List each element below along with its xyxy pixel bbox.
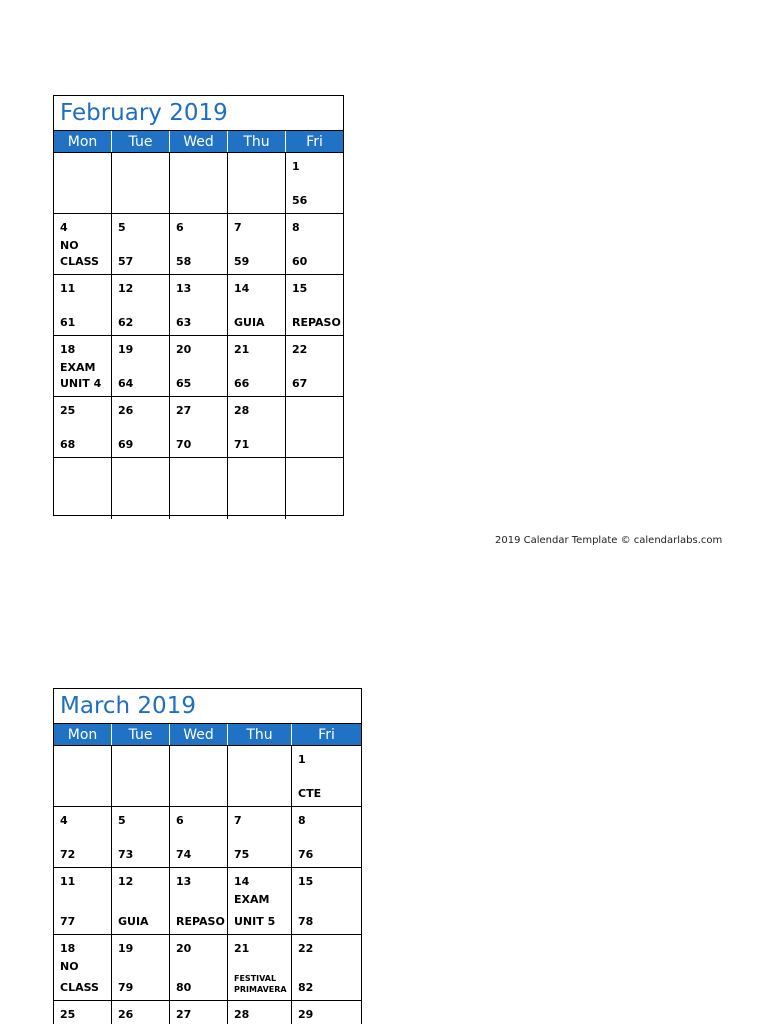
day-entry: 56 <box>292 194 308 207</box>
day-entry: 76 <box>298 848 314 861</box>
day-cell <box>170 1001 228 1024</box>
day-note: EXAM <box>234 893 270 906</box>
day-entry: 68 <box>60 438 76 451</box>
day-cell <box>112 397 170 457</box>
day-cell <box>170 868 228 934</box>
weekday-wed: Wed <box>170 724 228 745</box>
day-number: 11 <box>60 282 76 295</box>
day-entry: 64 <box>118 377 134 390</box>
day-cell <box>228 935 292 1000</box>
day-entry: 70 <box>176 438 192 451</box>
day-entry: 72 <box>60 848 76 861</box>
day-entry: 66 <box>234 377 250 390</box>
day-cell <box>54 868 112 934</box>
day-number: 13 <box>176 875 192 888</box>
day-cell <box>170 214 228 274</box>
day-entry: CLASS <box>60 255 99 268</box>
day-entry: REPASO <box>292 316 341 329</box>
weekday-tue: Tue <box>112 724 170 745</box>
day-entry: 58 <box>176 255 192 268</box>
day-number: 4 <box>60 814 68 827</box>
day-cell <box>112 275 170 335</box>
week-row <box>54 1001 361 1024</box>
day-entry: 59 <box>234 255 250 268</box>
day-entry: FESTIVAL PRIMAVERA <box>234 974 287 994</box>
day-cell <box>228 336 286 396</box>
day-cell <box>292 807 361 867</box>
weekday-wed: Wed <box>170 131 228 152</box>
day-entry: 62 <box>118 316 134 329</box>
day-note: NO <box>60 239 79 252</box>
day-number: 6 <box>176 221 184 234</box>
day-cell <box>228 1001 292 1024</box>
day-entry: 80 <box>176 981 192 994</box>
day-cell <box>112 807 170 867</box>
day-entry: CTE <box>298 787 322 800</box>
day-cell <box>170 397 228 457</box>
day-entry: 69 <box>118 438 134 451</box>
day-cell <box>54 153 112 213</box>
day-cell <box>286 336 343 396</box>
day-number: 7 <box>234 221 242 234</box>
day-number: 8 <box>298 814 306 827</box>
day-cell <box>228 397 286 457</box>
day-number: 28 <box>234 404 250 417</box>
day-number: 21 <box>234 343 250 356</box>
week-row <box>54 935 361 1001</box>
day-cell <box>228 868 292 934</box>
day-number: 7 <box>234 814 242 827</box>
day-cell <box>228 807 292 867</box>
weekday-header <box>54 131 343 153</box>
day-number: 19 <box>118 343 134 356</box>
day-cell <box>170 458 228 519</box>
day-entry: REPASO <box>176 915 225 928</box>
week-row <box>54 807 361 868</box>
day-cell <box>286 214 343 274</box>
february-calendar <box>53 95 344 516</box>
weekday-header <box>54 724 361 746</box>
week-row <box>54 214 343 275</box>
day-cell <box>228 746 292 806</box>
march-calendar <box>53 688 362 1024</box>
day-number: 19 <box>118 942 134 955</box>
day-cell <box>54 1001 112 1024</box>
day-cell <box>286 458 343 519</box>
day-entry: 61 <box>60 316 76 329</box>
day-cell <box>112 1001 170 1024</box>
week-row <box>54 275 343 336</box>
day-number: 20 <box>176 942 192 955</box>
day-number: 6 <box>176 814 184 827</box>
day-cell <box>54 214 112 274</box>
week-row <box>54 458 343 519</box>
day-cell <box>170 275 228 335</box>
weekday-mon: Mon <box>54 724 112 745</box>
day-number: 21 <box>234 942 250 955</box>
weekday-thu: Thu <box>228 131 286 152</box>
day-cell <box>112 336 170 396</box>
day-note: NO <box>60 960 79 973</box>
calendar-grid <box>54 153 343 519</box>
day-number: 27 <box>176 1008 192 1021</box>
day-cell <box>54 275 112 335</box>
day-cell <box>112 868 170 934</box>
day-entry: 60 <box>292 255 308 268</box>
day-cell <box>228 214 286 274</box>
day-cell <box>228 458 286 519</box>
day-cell <box>170 336 228 396</box>
day-number: 25 <box>60 404 76 417</box>
day-cell <box>286 397 343 457</box>
day-entry: UNIT 4 <box>60 377 102 390</box>
day-entry: 79 <box>118 981 134 994</box>
weekday-tue: Tue <box>112 131 170 152</box>
day-number: 12 <box>118 875 134 888</box>
day-number: 26 <box>118 1008 134 1021</box>
day-number: 25 <box>60 1008 76 1021</box>
day-cell <box>170 153 228 213</box>
day-number: 18 <box>60 942 76 955</box>
day-number: 5 <box>118 221 126 234</box>
day-cell <box>112 214 170 274</box>
calendar-title: February 2019 <box>54 96 343 131</box>
day-number: 12 <box>118 282 134 295</box>
day-entry: 77 <box>60 915 76 928</box>
day-cell <box>292 935 361 1000</box>
day-number: 5 <box>118 814 126 827</box>
week-row <box>54 336 343 397</box>
day-cell <box>228 275 286 335</box>
day-number: 8 <box>292 221 300 234</box>
footer-credit: 2019 Calendar Template © calendarlabs.com <box>495 535 723 546</box>
day-entry: 63 <box>176 316 192 329</box>
day-cell <box>54 336 112 396</box>
day-number: 27 <box>176 404 192 417</box>
day-entry: 74 <box>176 848 192 861</box>
day-number: 20 <box>176 343 192 356</box>
day-cell <box>54 807 112 867</box>
day-entry: 82 <box>298 981 314 994</box>
day-entry: 65 <box>176 377 192 390</box>
day-number: 26 <box>118 404 134 417</box>
weekday-mon: Mon <box>54 131 112 152</box>
day-number: 14 <box>234 875 250 888</box>
day-cell <box>54 397 112 457</box>
day-cell <box>170 746 228 806</box>
day-number: 28 <box>234 1008 250 1021</box>
day-number: 15 <box>292 282 308 295</box>
day-number: 22 <box>292 343 308 356</box>
day-cell <box>292 868 361 934</box>
day-entry: 73 <box>118 848 134 861</box>
day-number: 4 <box>60 221 68 234</box>
weekday-fri: Fri <box>318 727 335 743</box>
week-row <box>54 153 343 214</box>
day-entry: 57 <box>118 255 134 268</box>
week-row <box>54 746 361 807</box>
day-entry: 71 <box>234 438 250 451</box>
day-note: EXAM <box>60 361 96 374</box>
day-cell <box>170 807 228 867</box>
day-entry: CLASS <box>60 981 99 994</box>
calendar-grid <box>54 746 361 1024</box>
day-number: 18 <box>60 343 76 356</box>
day-cell <box>286 153 343 213</box>
day-entry: UNIT 5 <box>234 915 276 928</box>
day-entry: 67 <box>292 377 308 390</box>
day-cell <box>286 275 343 335</box>
day-number: 22 <box>298 942 314 955</box>
weekday-fri: Fri <box>306 134 323 150</box>
day-cell <box>112 746 170 806</box>
day-cell <box>170 935 228 1000</box>
day-cell <box>112 153 170 213</box>
day-cell <box>112 935 170 1000</box>
week-row <box>54 397 343 458</box>
day-cell <box>112 458 170 519</box>
day-cell <box>292 1001 361 1024</box>
day-entry: 75 <box>234 848 250 861</box>
week-row <box>54 868 361 935</box>
weekday-thu: Thu <box>228 724 292 745</box>
day-number: 1 <box>292 160 300 173</box>
day-entry: 78 <box>298 915 314 928</box>
day-cell <box>54 746 112 806</box>
day-number: 13 <box>176 282 192 295</box>
day-cell <box>292 746 361 806</box>
day-entry: GUIA <box>234 316 265 329</box>
day-entry: GUIA <box>118 915 149 928</box>
day-number: 14 <box>234 282 250 295</box>
day-number: 15 <box>298 875 314 888</box>
day-cell <box>228 153 286 213</box>
day-cell <box>54 935 112 1000</box>
day-number: 29 <box>298 1008 314 1021</box>
day-number: 1 <box>298 753 306 766</box>
day-cell <box>54 458 112 519</box>
calendar-title: March 2019 <box>54 689 361 724</box>
day-number: 11 <box>60 875 76 888</box>
